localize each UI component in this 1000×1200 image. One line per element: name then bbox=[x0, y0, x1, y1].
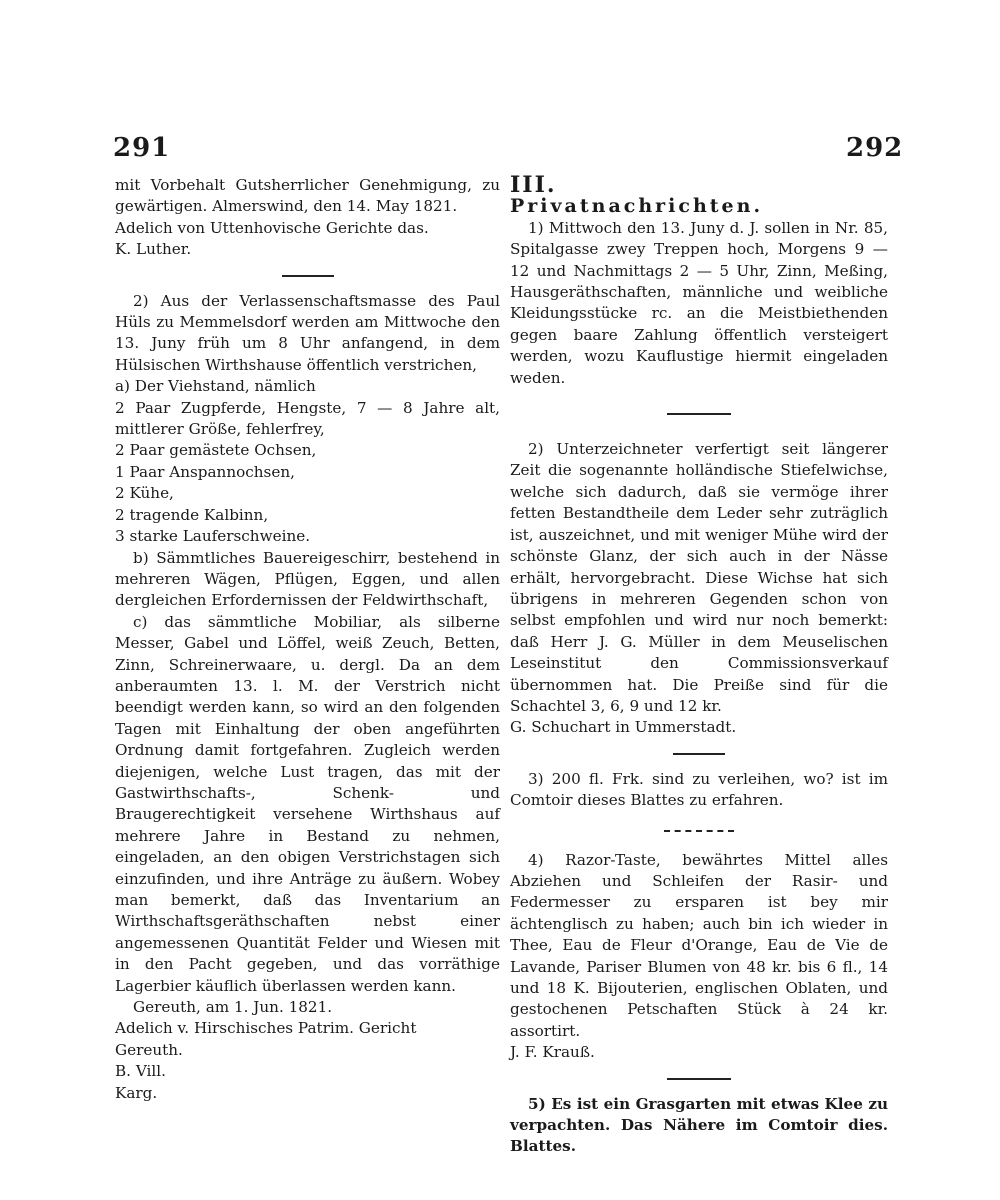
left-intro-signature-court: Adelich von Uttenhovische Gerichte das. bbox=[115, 218, 429, 237]
private-notice-2: 2) Unterzeichneter verfertigt seit längerer Zeit die sogenannte holländische Stiefelwichse, welche sich dadurch, daß sie vermöge ihrer fetten Bestandtheile dem Leder sehr zuträglich ist, auszeichnet, und mit weniger Mühe wird der schönste Glanz, der sich auch in der Nässe erhält, hervorgebracht. Diese Wichse hat sich übrigens in mehreren Gegenden schon von selbst empfohlen und wird nur noch bemerkt: daß Herr J. G. Müller in dem Meuselischen Leseinstitut den Commissionsverkauf übernommen hat. Die Preiße sind für die Schachtel 3, 6, 9 und 12 kr. bbox=[510, 440, 888, 715]
separator-rule bbox=[667, 1078, 731, 1080]
page-number-right: 292 bbox=[846, 133, 904, 163]
livestock-item: 2 Paar gemästete Ochsen, bbox=[115, 441, 317, 460]
right-column bbox=[510, 172, 888, 1158]
page-number-left: 291 bbox=[113, 133, 171, 163]
private-notice-5: 5) Es ist ein Grasgarten mit etwas Klee zu verpachten. Das Nähere im Comtoir dies. Blattes. bbox=[510, 1094, 888, 1156]
private-notice-1: 1) Mittwoch den 13. Juny d. J. sollen in Nr. 85, Spitalgasse zwey Treppen hoch, Morgens 9 — 12 und Nachmittags 2 — 5 Uhr, Zinn, Meßing, Hausgeräthschaften, männliche und weibliche Kleidungsstücke rc. an die Meistbiethenden gegen baare Zahlung öffentlich versteigert werden, wozu Kauflustige hiermit eingeladen weden. bbox=[510, 218, 888, 387]
left-column bbox=[115, 175, 500, 1104]
livestock-item: 3 starke Lauferschweine. bbox=[115, 527, 311, 546]
auction-signature-place: Gereuth. bbox=[115, 1040, 183, 1059]
auction-signature-court: Adelich v. Hirschisches Patrim. Gericht bbox=[115, 1019, 417, 1038]
livestock-item: 1 Paar Anspannochsen, bbox=[115, 462, 295, 481]
separator-rule bbox=[282, 275, 334, 277]
private-notice-4: 4) Razor-Taste, bewährtes Mittel alles Abziehen und Schleifen der Rasir- und Federmesser zu ersparen ist bey mir ächtenglisch zu haben; auch bin ich wieder in Thee, Eau de Fleur d'Orange, Eau de Vie de Lavande, Pariser Blumen von 48 kr. bis 6 fl., 14 und 18 K. Bijouterien, englischen Oblaten, und gestochenen Petschaften Stück à 24 kr. assortirt. bbox=[510, 850, 888, 1040]
livestock-item: 2 Paar Zugpferde, Hengste, 7 — 8 Jahre alt, mittlerer Größe, fehlerfrey, bbox=[115, 398, 500, 439]
auction-date-place: Gereuth, am 1. Jun. 1821. bbox=[133, 998, 333, 1017]
section-title: Privatnachrichten. bbox=[510, 195, 764, 218]
livestock-heading: a) Der Viehstand, nämlich bbox=[115, 377, 316, 396]
estate-auction-text: 2) Aus der Verlassenschaftsmasse des Paul Hüls zu Memmelsdorf werden am Mittwoche den 13. Juny früh um 8 Uhr anfangend, in dem Hülsischen Wirthshause öffentlich verstrichen, bbox=[115, 291, 500, 374]
section-number: III. bbox=[510, 172, 557, 198]
furniture-text: c) das sämmtliche Mobiliar, als silberne Messer, Gabel und Löffel, weiß Zeuch, Betten, Zinn, Schreinerwaare, u. dergl. Da an dem anberaumten 13. l. M. der Verstrich nicht beendigt werden kann, so wird an den folgenden Tagen mit Einhaltung der oben angeführten Ordnung damit fortgefahren. Zugleich werden diejenigen, welche Lust tragen, das mit der Gastwirthschafts-, Schenk- und Braugerechtigkeit versehene Wirthshaus auf mehrere Jahre in Bestand zu nehmen, eingeladen, an den obigen Verstrichstagen sich einzufinden, und ihre Anträge zu äußern. Wobey man bemerkt, daß das Inventarium an Wirthschaftsgeräthschaften nebst einer angemessenen Quantität Felder und Wiesen mit in den Pacht gegeben, und das vorräthige Lagerbier käuflich überlassen werden kann. bbox=[115, 612, 500, 995]
auction-signature-name1: B. Vill. bbox=[115, 1062, 166, 1081]
separator-rule bbox=[664, 830, 734, 832]
left-intro-signature-name: K. Luther. bbox=[115, 240, 192, 259]
separator-rule bbox=[667, 413, 731, 415]
livestock-item: 2 Kühe, bbox=[115, 484, 174, 503]
left-intro-text: mit Vorbehalt Gutsherrlicher Genehmigung, zu gewärtigen. Almerswind, den 14. May 1821. bbox=[115, 176, 500, 216]
private-notice-2-signature: G. Schuchart in Ummerstadt. bbox=[510, 718, 737, 737]
separator-rule bbox=[673, 753, 725, 755]
livestock-item: 2 tragende Kalbinn, bbox=[115, 505, 269, 524]
private-notice-4-signature: J. F. Krauß. bbox=[510, 1043, 595, 1062]
farm-equipment-text: b) Sämmtliches Bauereigeschirr, bestehend in mehreren Wägen, Pflügen, Eggen, und allen dergleichen Erfordernissen der Feldwirthschaft, bbox=[115, 548, 500, 610]
private-notice-3: 3) 200 fl. Frk. sind zu verleihen, wo? ist im Comtoir dieses Blattes zu erfahren. bbox=[510, 769, 888, 810]
auction-signature-name2: Karg. bbox=[115, 1083, 158, 1102]
